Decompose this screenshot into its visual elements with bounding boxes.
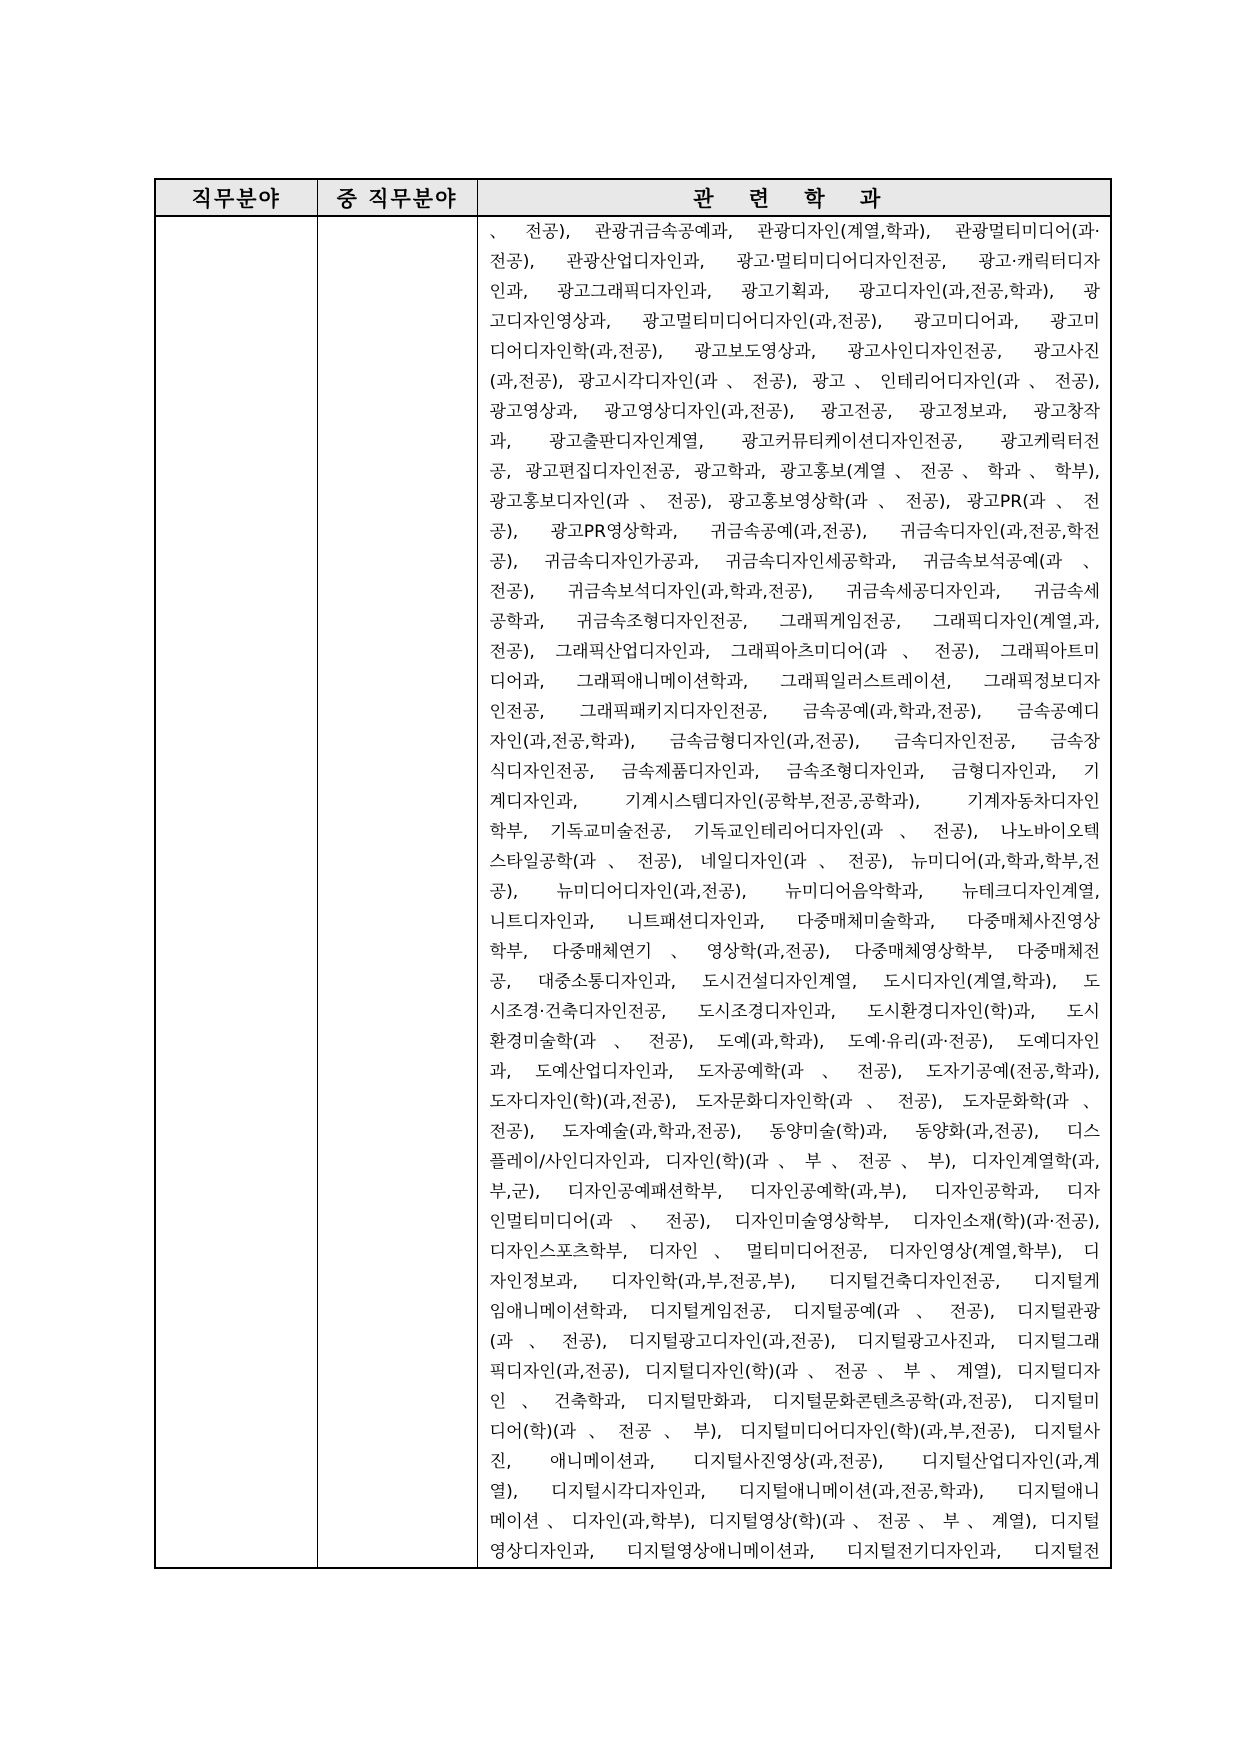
- department-line: 픽디자인(과,전공), 디지털디자인(학)(과、전공、부、계열), 디지털디자: [489, 1362, 1100, 1382]
- department-line: 임애니메이션학과, 디지털게임전공, 디지털공예(과、전공), 디지털관광: [489, 1302, 1100, 1322]
- department-line: 학부, 다중매체연기、영상학(과,전공), 다중매체영상학부, 다중매체전: [489, 942, 1100, 962]
- department-line: 디어(학)(과、전공、부), 디지털미디어디자인(학)(과,부,전공), 디지털사: [489, 1422, 1100, 1442]
- department-line: 학부, 기독교미술전공, 기독교인테리어디자인(과、전공), 나노바이오텍: [489, 822, 1100, 842]
- department-line: 공), 광고PR영상학과, 귀금속공예(과,전공), 귀금속디자인(과,전공,학전: [489, 522, 1100, 542]
- department-line: 니트디자인과, 니트패션디자인과, 다중매체미술학과, 다중매체사진영상: [489, 912, 1100, 932]
- department-line: 스타일공학(과、전공), 네일디자인(과、전공), 뉴미디어(과,학과,학부,전: [489, 852, 1100, 872]
- department-line: 플레이/사인디자인과, 디자인(학)(과、부、전공、부), 디자인계열학(과,: [489, 1152, 1100, 1172]
- department-line: 공학과, 귀금속조형디자인전공, 그래픽게임전공, 그래픽디자인(계열,과,: [489, 612, 1100, 632]
- header-field: 직무분야: [155, 179, 317, 216]
- department-line: 광고영상과, 광고영상디자인(과,전공), 광고전공, 광고정보과, 광고창작: [489, 402, 1100, 422]
- department-line: 인、건축학과, 디지털만화과, 디지털문화콘텐츠공학(과,전공), 디지털미: [489, 1392, 1100, 1412]
- department-line: 공, 광고편집디자인전공, 광고학과, 광고홍보(계열、전공、학과、학부),: [489, 462, 1100, 482]
- department-line: 열), 디지털시각디자인과, 디지털애니메이션(과,전공,학과), 디지털애니: [489, 1482, 1100, 1502]
- department-line: 식디자인전공, 금속제품디자인과, 금속조형디자인과, 금형디자인과, 기: [489, 762, 1100, 782]
- department-line: 영상디자인과, 디지털영상애니메이션과, 디지털전기디자인과, 디지털전: [489, 1542, 1100, 1562]
- department-line: 、전공), 관광귀금속공예과, 관광디자인(계열,학과), 관광멀티미디어(과·: [489, 222, 1100, 242]
- header-subfield: 중 직무분야: [317, 179, 477, 216]
- department-line: 자인(과,전공,학과), 금속금형디자인(과,전공), 금속디자인전공, 금속장: [489, 732, 1100, 752]
- table-row: [155, 216, 1111, 1568]
- department-line: 고디자인영상과, 광고멀티미디어디자인(과,전공), 광고미디어과, 광고미: [489, 312, 1100, 332]
- department-line: 디자인스포츠학부, 디자인、멀티미디어전공, 디자인영상(계열,학부), 디: [489, 1242, 1100, 1262]
- field-cell: [155, 216, 317, 1568]
- department-line: 과, 도예산업디자인과, 도자공예학(과、전공), 도자기공예(전공,학과),: [489, 1062, 1100, 1082]
- department-line: 디어과, 그래픽애니메이션학과, 그래픽일러스트레이션, 그래픽정보디자: [489, 672, 1100, 692]
- department-line: 전공), 관광산업디자인과, 광고·멀티미디어디자인전공, 광고·캐릭터디자: [489, 252, 1100, 272]
- header-departments: 관 련 학 과: [477, 179, 1111, 216]
- department-line: 자인정보과, 디자인학(과,부,전공,부), 디지털건축디자인전공, 디지털게: [489, 1272, 1100, 1292]
- department-table: [154, 178, 1112, 1569]
- department-line: 계디자인과, 기계시스템디자인(공학부,전공,공학과), 기계자동차디자인: [489, 792, 1100, 812]
- department-line: 전공), 도자예술(과,학과,전공), 동양미술(학)과, 동양화(과,전공), 디스: [489, 1122, 1100, 1142]
- department-line: 광고홍보디자인(과、전공), 광고홍보영상학(과、전공), 광고PR(과、전: [489, 492, 1100, 512]
- department-line: 디어디자인학(과,전공), 광고보도영상과, 광고사인디자인전공, 광고사진: [489, 342, 1100, 362]
- subfield-cell: [317, 216, 477, 1568]
- department-line: 공), 귀금속디자인가공과, 귀금속디자인세공학과, 귀금속보석공예(과、: [489, 552, 1100, 572]
- department-line: 공, 대중소통디자인과, 도시건설디자인계열, 도시디자인(계열,학과), 도: [489, 972, 1100, 992]
- department-line: 시조경·건축디자인전공, 도시조경디자인과, 도시환경디자인(학)과, 도시: [489, 1002, 1100, 1022]
- department-line: 공), 뉴미디어디자인(과,전공), 뉴미디어음악학과, 뉴테크디자인계열,: [489, 882, 1100, 902]
- department-line: 환경미술학(과、전공), 도예(과,학과), 도예·유리(과·전공), 도예디자인: [489, 1032, 1100, 1052]
- department-line: 과, 광고출판디자인계열, 광고커뮤티케이션디자인전공, 광고케릭터전: [489, 432, 1100, 452]
- department-line: 인과, 광고그래픽디자인과, 광고기획과, 광고디자인(과,전공,학과), 광: [489, 282, 1100, 302]
- department-line: 인멀티미디어(과、전공), 디자인미술영상학부, 디자인소재(학)(과·전공),: [489, 1212, 1100, 1232]
- departments-cell: [477, 216, 1111, 1568]
- department-line: 도자디자인(학)(과,전공), 도자문화디자인학(과、전공), 도자문화학(과、: [489, 1092, 1100, 1112]
- department-line: 인전공, 그래픽패키지디자인전공, 금속공예(과,학과,전공), 금속공예디: [489, 702, 1100, 722]
- department-line: (과,전공), 광고시각디자인(과、전공), 광고、인테리어디자인(과、전공),: [489, 372, 1100, 392]
- table-header-row: [155, 179, 1111, 216]
- department-list: [478, 217, 1111, 1567]
- department-line: 부,군), 디자인공예패션학부, 디자인공예학(과,부), 디자인공학과, 디자: [489, 1182, 1100, 1202]
- department-line: (과、전공), 디지털광고디자인(과,전공), 디지털광고사진과, 디지털그래: [489, 1332, 1100, 1352]
- department-line: 전공), 그래픽산업디자인과, 그래픽아츠미디어(과、전공), 그래픽아트미: [489, 642, 1100, 662]
- department-line: 메이션、디자인(과,학부), 디지털영상(학)(과、전공、부、계열), 디지털: [489, 1512, 1100, 1532]
- department-line: 전공), 귀금속보석디자인(과,학과,전공), 귀금속세공디자인과, 귀금속세: [489, 582, 1100, 602]
- department-line: 진, 애니메이션과, 디지털사진영상(과,전공), 디지털산업디자인(과,계: [489, 1452, 1100, 1472]
